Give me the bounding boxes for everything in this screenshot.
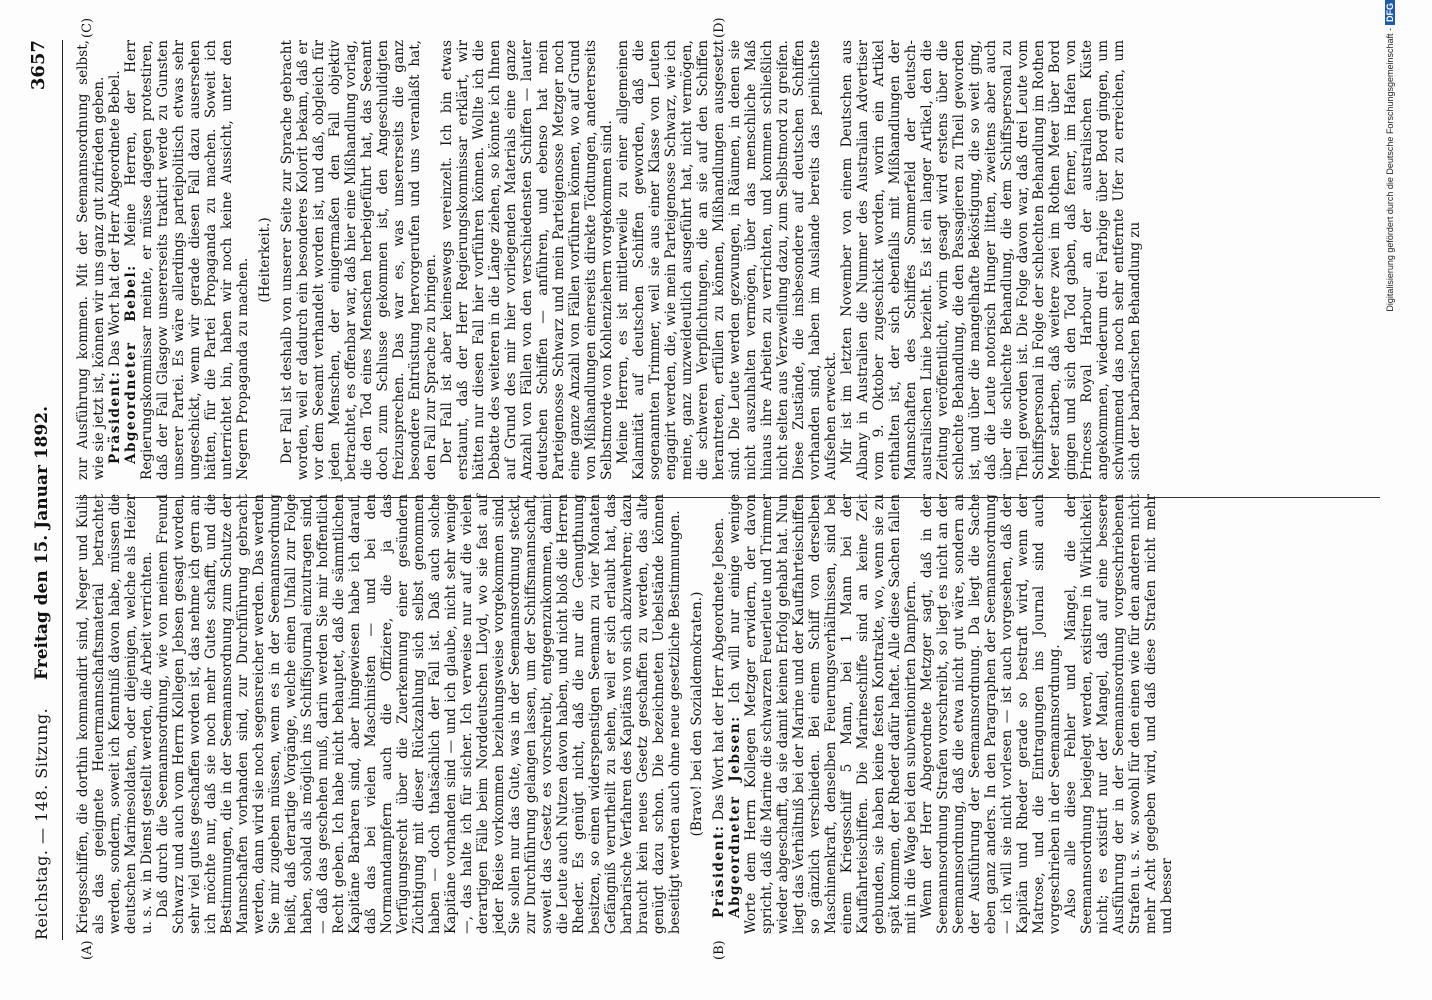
paragraph: Mir ist im letzten November von einem Deutschen aus Albany in Australien die Nummer des Australian Advertiser vom 9. Oktober zugeschickt worden, worin ein Artikel enthalten ist, der sich ebenfalls mit Mißhandlungen der Mannschaften des Schiffes Sommerfeld der deutsch-australischen Linie bezieht. Es ist ein langer Artikel, den die Zeitung veröffentlicht, worin gesagt wird erstens über die schlechte Behandlung, die den Passagieren zu Theil geworden ist, und über die mangelhafte Beköstigung, die so weit ging, daß die Leute notorisch Hunger litten, zweitens aber auch über die schlechte Behandlung, die dem Schiffspersonal zu Theil geworden ist. Die Folge davon war, daß drei Leute vom Schiffspersonal in Folge der schlechten Behandlung im Rothen Meer starben, daß weitere zwei im Rothen Meer über Bord gingen und sich den Tod gaben, daß ferner, im Hafen von Princess Royal Harbour an der australischen Küste angekommen, wiederum drei Farbige über Bord gingen, um schwimmend das noch sehr entfernte Ufer zu erreichen, um sich der barbarischen Behandlung zu — [839, 40, 1143, 480]
digitization-footer — [1385, 0, 1401, 560]
page-number: 3657 — [28, 40, 49, 91]
footer-text: Digitalisierung gefördert durch die Deutsche Forschungsgemeinschaft - — [1385, 28, 1395, 312]
speaker-name: Abgeordneter Bebel: — [123, 264, 139, 464]
marker-b: (B) — [712, 940, 727, 960]
column-divider — [75, 497, 1380, 498]
paragraph: (Heiterkeit.) — [257, 217, 273, 303]
paragraph: Abgeordneter Jebsen: Ich will nur einige wenige Worte dem Herrn Kollegen Metzger erwidern, der davon spricht, daß die Marine die schwarzen Feuerleute und Trimmer wieder abgeschafft, da sie damit keinen Erfolg gehabt hat. Nun liegt das Verhältniß bei der Marine und der Kauffahrteischiffen so gänzlich verschieden. Bei einem Schiff von derselben Maschinenkraft, denselben Feuerungsverhältnissen, sind bei einem Kriegsschiff 5 Mann, bei 1 Mann bei der Kauffahrteischiffen. Die Marineschiffe sind an keine Zeit gebunden, sie haben keine festen Kontrakte, wo, wenn sie zu spät kommen, der Rheder dafür haftet. Alle diese Sachen fallen mit in die Wage bei den subventionirten Dampfern. — [727, 494, 919, 934]
paragraph: (Bravo! bei den Sozialdemokraten.) — [689, 591, 705, 837]
speaker-name: Abgeordneter Jebsen: — [727, 715, 743, 918]
paragraph: Präsident: Das Wort hat der Herr Abgeordnete Bebel. — [107, 70, 123, 464]
marker-c: (C) — [80, 17, 95, 38]
marker-a: (A) — [80, 940, 95, 960]
paragraph: Kriegsschiffen, die dorthin kommandirt sind, Neger und Kulis als das geeignete Heuermannschaftsmaterial betrachtet werden, sondern, soweit ich Kenntniß davon habe, müssen die deutschen Marinesoldaten, oder diejenigen, welche als Heizer u. s. w. in Dienst gestellt werden, die Arbeit verrichten. — [75, 494, 155, 934]
paragraph: zur Ausführung kommen. Mit der Seemannsordnung selbst, wie sie jetzt ist, können wir uns ganz gut zufrieden geben. — [75, 40, 107, 480]
left-column — [75, 494, 1175, 934]
paragraph: Der Fall ist deshalb von unserer Seite zur Sprache gebracht worden, weil er dadurch ein besonderes Kolorit bekam, daß er vor dem Seeamt verhandelt worden ist, und daß, obgleich für jeden Menschen, der einigermaßen den Fall objektiv betrachtet, es offenbar war, daß hier eine Mißhandlung vorlag, die den Tod eines Menschen herbeigeführt hat, das Seeamt doch zum Schlusse gekommen ist, den Angeschuldigten freizusprechen. Das war es, was unsererseits die ganz besondere Entrüstung hervorgerufen und uns veranlaßt hat, den Fall zur Sprache zu bringen. — [279, 40, 439, 480]
paragraph: Also alle diese Fehler und Mängel, die der Seemannsordnung beigelegt werden, existiren in Wirklichkeit nicht; es existirt nur der Mangel, daß auf eine bessere Ausführung der in der Seemannsordnung vorgeschriebenen Strafen u. s. w. sowohl für den einen wie für den anderen nicht mehr Acht gegeben wird, und daß diese Strafen nicht mehr und besser — [1063, 494, 1175, 934]
paragraph: Präsident: Das Wort hat der Herr Abgeordnete Jebsen. — [711, 517, 727, 918]
marker-d: (D) — [712, 17, 727, 38]
speaker-name: Präsident: — [711, 824, 727, 918]
header-left: Reichstag. — 148. Sitzung. — [32, 707, 51, 940]
paragraph: Daß durch die Seemannsordnung, wie von meinem Freund Schwarz und auch vom Herrn Kollegen Jebsen gesagt worden, sehr viel gutes geschaffen worden ist, das nehme ich gern an; ich möchte nur, daß sie noch mehr Gutes schafft, und die Bestimmungen, die in der Seemannsordnung zum Schutze der Mannschaften vorhanden sind, zur Durchführung gebracht werden, dann wird sie noch segensreicher werden. Das werden Sie mir zugeben müssen, wenn es in der Seemannsordnung heißt, daß derartige Vorgänge, welche einen Unfall zur Folge haben, sobald als möglich ins Schiffsjournal einzutragen sind, — daß das geschehen muß, darin werden Sie mir hoffentlich Recht geben. Ich habe nicht behauptet, daß die sämmtlichen Kapitäne Barbaren sind, aber hingewiesen habe ich darauf, daß das bei vielen Maschinisten — und bei den Normanndampfern auch die Offiziere, die ja das Verfügungsrecht über die Zuerkennung einer gesündern Züchtigung mit dieser Rückzahlung sich selbst genommen haben — doch thatsächlich der Fall ist. Daß auch solche Kapitäne vorhanden sind — und ich glaube, nicht sehr wenige —, das halte ich für sicher. Ich verweise nur auf die vielen derartigen Fälle beim Norddeutschen Lloyd, wo sie fast auf jeder Reise vorkommen beziehungsweise vorgekommen sind. Sie sollen nur das Gute, was in der Seemannsordnung steckt, zur Durchführung gelangen lassen, um der Schiffsmannschaft, soweit das Gesetz es vorschreibt, entgegenzukommen, damit die Leute auch Nutzen davon haben, und nicht bloß die Herren Rheder. Es genügt nicht, daß die nur die Genugthuung besitzen, so einen widerspenstigen Seemann zu vier Monaten Gefängniß verurtheilt zu sehen, weil er sich erlaubt hat, das barbarische Verfahren des Kapitäns von sich abzuwehren; dazu braucht kein neues Gesetz geschaffen zu werden, das alte genügt dazu schon. Die bezeichneten Uebelstände können beseitigt werden auch ohne neue gesetzliche Bestimmungen. — [155, 494, 683, 934]
dfg-logo: DFG — [1385, 0, 1395, 25]
paragraph: Der Fall ist aber keineswegs vereinzelt. Ich bin etwas erstaunt, daß der Herr Regierungskommissar erklärt, wir hätten nur diesen Fall hier vorführen können. Wollte ich die Debatte des weiteren in die Länge ziehen, so könnte ich Ihnen auf Grund des mir hier vorliegenden Materials eine ganze Anzahl von Fällen von den verschiedensten Schiffen — lauter deutschen Schiffen — anführen, und ebenso hat mein Parteigenosse Schwarz und mein Parteigenosse Metzger noch eine ganze Anzahl von Fällen vorführen können, wo auf Grund von Mißhandlungen einerseits direkte Tödtungen, andererseits Selbstmorde von Kohlenziehern vorgekommen sind. — [439, 40, 615, 480]
paragraph: Wenn der Herr Abgeordnete Metzger sagt, daß in der Seemannsordnung Strafen vorschreibt, so liegt es nicht an der Seemannsordnung, daß die etwa nicht gut wäre, sondern an der Ausführung der Seemannsordnung. Da liegt die Sache eben ganz anders. In den Paragraphen der Seemannsordnung — ich will sie nicht vorlesen — ist auch vorgesehen, daß der Kapitän und Rheder gerade so bestraft wird, wenn der Matrose, und die Eintragungen ins Journal sind auch vorgeschrieben in der Seemannsordnung. — [919, 494, 1063, 934]
page-header — [18, 40, 68, 940]
paragraph: Meine Herren, es ist mittlerweile zu einer allgemeinen Kalamität auf deutschen Schiffen geworden, daß die sogenannten Trimmer, weil sie aus einer Klasse von Leuten engagirt werden, die, wie mein Parteigenosse Schwarz, wie ich meine, ganz unzweideutlich ausgeführt hat, nicht vermögen, die schweren Verpflichtungen, die an sie auf den Schiffen herantreten, erfüllen zu können, Mißhandlungen ausgesetzt sind. Die Leute werden gezwungen, in Räumen, in denen sie nicht auszuhalten vermögen, über das menschliche Maß hinaus ihre Arbeiten zu verrichten, und kommen schließlich nicht selten aus Verzweiflung dazu, zum Selbstmord zu greifen. Diese Zustände, die insbesondere auf deutschen Schiffen vorhanden sind, haben im Auslande bereits das peinlichste Aufsehen erweckt. — [615, 40, 839, 480]
header-rule — [62, 40, 63, 940]
right-column — [75, 40, 1143, 480]
header-date: Freitag den 15. Januar 1892. — [32, 405, 52, 680]
paragraph: Abgeordneter Bebel: Meine Herren, der Herr Regierungskommissar meinte, er müsse dagegen protestiren, daß der Fall Glasgow unsererseits traktirt werde zu Gunsten unserer Partei. Es wäre allerdings parteipolitisch etwas sehr ungeschickt, wenn wir gerade diesen Fall dazu ausersehen hätten, für die Partei Propaganda zu machen. Soweit ich unterrichtet bin, haben wir noch keine Aussicht, unter den Negern Propaganda zu machen. — [123, 40, 251, 480]
speaker-name: Präsident: — [107, 370, 123, 464]
